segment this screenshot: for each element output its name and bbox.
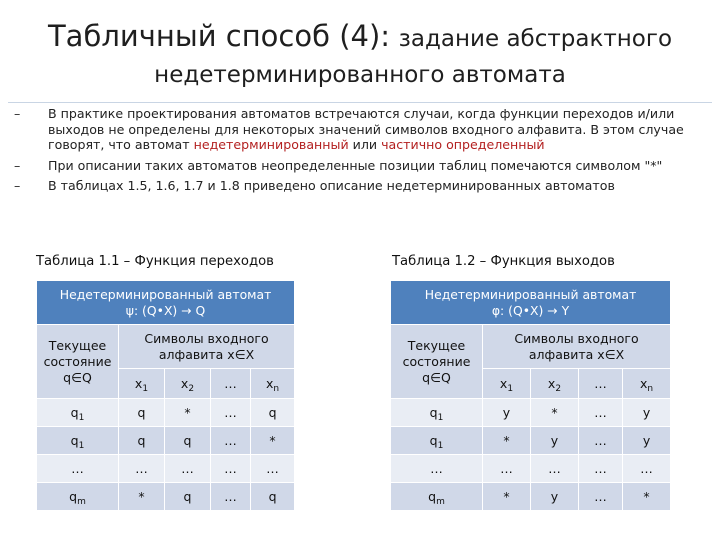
table-cell: q (165, 483, 211, 511)
table2-col-header: $x_n$ (623, 369, 671, 399)
table-cell: … (211, 427, 251, 455)
table-cell: … (211, 399, 251, 427)
table1-row-state: … (37, 455, 119, 483)
table-cell: * (119, 483, 165, 511)
table2-symbols-header: Символы входного алфавита x∈X (483, 325, 671, 369)
title-part-1: Табличный способ (4): (47, 19, 391, 53)
table-cell: * (623, 483, 671, 511)
table-cell: q (165, 427, 211, 455)
table2-row-state: … (391, 455, 483, 483)
table2-row-state: $q_m$ (391, 483, 483, 511)
table1-header-formula: ψ: (Q•X) → Q (125, 302, 206, 318)
table-cell: y (623, 427, 671, 455)
bullet-text: В таблицах 1.5, 1.6, 1.7 и 1.8 приведено описание недетерминированных автоматов (48, 178, 615, 193)
table-cell: y (623, 399, 671, 427)
bullet-item (14, 106, 704, 153)
table2-col-header: … (579, 369, 623, 399)
table1-caption: Таблица 1.1 – Функция переходов (36, 254, 274, 269)
bullet-list (14, 106, 704, 199)
table-cell: y (531, 427, 579, 455)
table1-col-header: $x_n$ (251, 369, 295, 399)
table2-header (391, 281, 671, 325)
table-cell: y (531, 483, 579, 511)
table1-symbols-header: Символы входного алфавита x∈X (119, 325, 295, 369)
transition-function-table (36, 280, 295, 511)
table-row (37, 483, 295, 511)
table-cell: … (579, 483, 623, 511)
table-cell: … (211, 483, 251, 511)
table-row (391, 455, 671, 483)
table1-header-title: Недетерминированный автомат (59, 286, 272, 302)
table2-col-header: $x_1$ (483, 369, 531, 399)
table-cell: * (483, 483, 531, 511)
table-cell: … (483, 455, 531, 483)
bullet-item (14, 158, 704, 174)
table-cell: q (119, 399, 165, 427)
table-row (37, 455, 295, 483)
table1-header (37, 281, 295, 325)
bullet-text: При описании таких автоматов неопределенные позиции таблиц помечаются символом "*" (48, 157, 663, 173)
table-row (391, 399, 671, 427)
table-cell: … (119, 455, 165, 483)
table1-row-state: $q_1$ (37, 399, 119, 427)
table1-row-state: $q_1$ (37, 427, 119, 455)
table2-state-header: Текущее состояние q∈Q (391, 325, 483, 399)
bullet-dash: – (14, 178, 21, 193)
bullet-item (14, 178, 704, 194)
table1-col-header: $x_1$ (119, 369, 165, 399)
table-cell: q (251, 483, 295, 511)
table-cell: … (165, 455, 211, 483)
table2-row-state: $q_1$ (391, 399, 483, 427)
table-row (391, 483, 671, 511)
table-cell: … (579, 427, 623, 455)
table-cell: * (483, 427, 531, 455)
table-cell: y (483, 399, 531, 427)
title-divider (8, 102, 712, 103)
title-line-2: недетерминированного автомата (154, 62, 566, 88)
table-cell: * (165, 399, 211, 427)
table-row (37, 399, 295, 427)
table-cell: * (531, 399, 579, 427)
table-cell: … (531, 455, 579, 483)
table1-col-header: $x_2$ (165, 369, 211, 399)
table-cell: … (579, 455, 623, 483)
table2-row-state: $q_1$ (391, 427, 483, 455)
table-cell: q (251, 399, 295, 427)
table2-caption: Таблица 1.2 – Функция выходов (392, 254, 615, 269)
table1-row-state: $q_m$ (37, 483, 119, 511)
table-cell: * (251, 427, 295, 455)
bullet-text-connector: или (348, 137, 382, 152)
term-nondeterministic: недетерминированный (193, 137, 349, 152)
table1-col-header: … (211, 369, 251, 399)
title-part-2: задание абстрактного (398, 26, 673, 52)
bullet-dash: – (14, 106, 21, 121)
term-partially-defined: частично определенный (381, 137, 545, 152)
output-function-table (390, 280, 671, 511)
table-cell: … (251, 455, 295, 483)
table-cell: q (119, 427, 165, 455)
table-cell: … (579, 399, 623, 427)
table-cell: … (211, 455, 251, 483)
table1-state-header: Текущее состояние q∈Q (37, 325, 119, 399)
bullet-text: В практике проектирования автоматов встречаются случаи, когда функции переходов и/или выходов не определены для некоторых значений символов входного алфавита. В этом случае говорят, что автомат (48, 106, 684, 152)
table-cell: … (623, 455, 671, 483)
table2-header-formula: φ: (Q•X) → Y (491, 302, 570, 318)
table2-col-header: $x_2$ (531, 369, 579, 399)
page-title (0, 18, 720, 93)
table2-header-title: Недетерминированный автомат (424, 286, 637, 302)
bullet-dash: – (14, 157, 21, 173)
table-row (37, 427, 295, 455)
table-row (391, 427, 671, 455)
